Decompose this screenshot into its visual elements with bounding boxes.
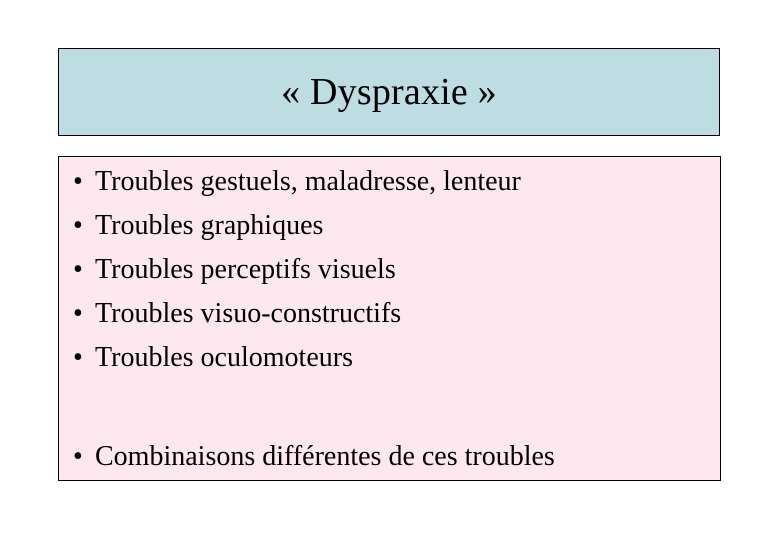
list-item-text: Troubles oculomoteurs — [95, 342, 353, 373]
list-item-text: Troubles graphiques — [95, 210, 324, 241]
bullet-icon: • — [73, 342, 83, 373]
bullet-icon: • — [73, 166, 83, 197]
list-item-text: Troubles visuo-constructifs — [95, 298, 402, 329]
bullet-icon: • — [73, 210, 83, 241]
bullet-icon: • — [73, 441, 83, 472]
slide-title-box — [58, 48, 720, 136]
slide-content-box — [58, 156, 721, 481]
list-item-text: Troubles gestuels, maladresse, lenteur — [95, 166, 521, 197]
list-item-text: Troubles perceptifs visuels — [95, 254, 396, 285]
slide-title: « Dyspraxie » — [281, 71, 497, 113]
footer-item-text: Combinaisons différentes de ces troubles — [95, 441, 555, 472]
bullet-icon: • — [73, 254, 83, 285]
bullet-icon: • — [73, 298, 83, 329]
